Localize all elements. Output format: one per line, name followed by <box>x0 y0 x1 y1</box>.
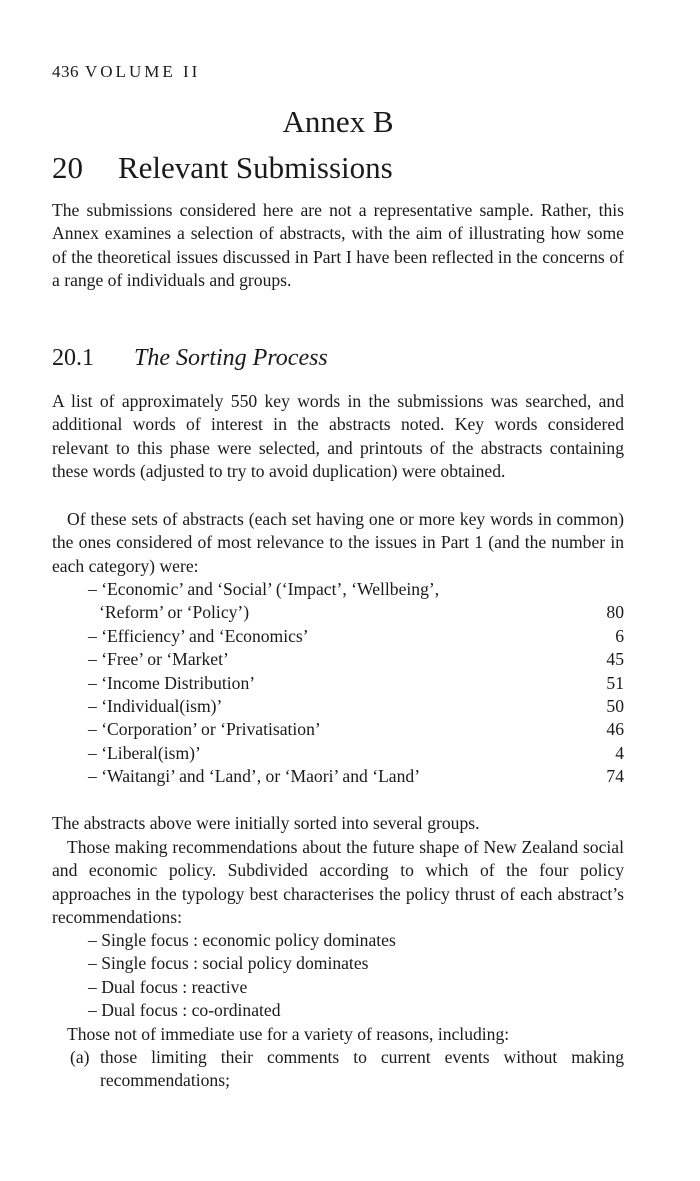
keyword-list-item <box>88 765 624 788</box>
keyword-list <box>88 578 624 789</box>
keyword-item-label: – ‘Free’ or ‘Market’ <box>88 649 229 670</box>
focus-list-item: – Single focus : economic policy dominates <box>88 930 396 950</box>
chapter-title-text: Relevant Submissions <box>118 150 393 185</box>
section-title-text: The Sorting Process <box>134 345 328 371</box>
section-title <box>52 345 328 372</box>
keyword-item-label: – ‘Income Distribution’ <box>88 672 256 693</box>
page-number: 436 <box>52 62 79 81</box>
keyword-list-item <box>88 672 624 695</box>
focus-list-item: – Dual focus : co-ordinated <box>88 1000 281 1021</box>
reason-marker: (a) <box>70 1047 90 1067</box>
keyword-list-item <box>88 718 624 741</box>
paragraph-2: Of these sets of abstracts (each set having one or more key words in common) the ones considered of most relevance to the issues in Part 1 (and the number in each category) were: <box>52 509 624 576</box>
keyword-item-count: 80 <box>606 602 624 623</box>
chapter-number: 20 <box>52 150 83 185</box>
keyword-list-item <box>88 695 624 718</box>
keyword-item-label: – ‘Individual(ism)’ <box>88 695 223 716</box>
keyword-item-count: 51 <box>606 672 624 693</box>
keyword-item-count: 45 <box>606 649 624 670</box>
keyword-item-count: 74 <box>606 766 624 787</box>
keyword-list-item <box>88 648 624 671</box>
reason-list-item <box>70 1046 624 1093</box>
reason-text: those limiting their comments to current events without making recommendations; <box>100 1047 624 1091</box>
keyword-item-label-continued: ‘Reform’ or ‘Policy’) <box>99 602 250 623</box>
keyword-list-item-1-line-2 <box>88 601 624 624</box>
focus-list <box>88 929 624 1023</box>
section-number: 20.1 <box>52 345 94 371</box>
keyword-list-item <box>88 625 624 648</box>
keyword-item-count: 6 <box>615 625 624 646</box>
focus-list-item: – Dual focus : reactive <box>88 976 248 997</box>
running-head <box>52 62 200 82</box>
paragraph-1: A list of approximately 550 key words in the submissions was searched, and additional words of interest in the abstracts noted. Key words considered relevant to this phase were selected, and printouts of the abstracts containing these words (adjusted to try to avoid duplication) were obtained. <box>52 391 624 482</box>
paragraph-3: The abstracts above were initially sorted into several groups. <box>52 813 480 833</box>
volume-label: VOLUME II <box>85 62 201 81</box>
keyword-item-label: – ‘Efficiency’ and ‘Economics’ <box>88 625 309 646</box>
paragraph-5: Those not of immediate use for a variety of reasons, including: <box>67 1024 510 1044</box>
keyword-item-label: – ‘Waitangi’ and ‘Land’, or ‘Maori’ and ‘Land’ <box>88 766 421 787</box>
annex-title: Annex B <box>282 104 394 139</box>
keyword-item-count: 4 <box>615 742 624 763</box>
paragraph-4: Those making recommendations about the future shape of New Zealand social and economic policy. Subdivided according to which of the four policy approaches in the typology best characterises the policy thrust of each abstract’s recommendations: <box>52 837 624 928</box>
keyword-list-item-1-line-1 <box>88 578 624 601</box>
keyword-item-count: 46 <box>606 719 624 740</box>
chapter-title <box>52 150 393 186</box>
keyword-item-label: – ‘Corporation’ or ‘Privatisation’ <box>88 719 321 740</box>
intro-paragraph: The submissions considered here are not a representative sample. Rather, this Annex examines a selection of abstracts, with the aim of illustrating how some of the theoretical issues discussed in Part I have been reflected in the concerns of a range of individuals and groups. <box>52 200 624 291</box>
keyword-item-count: 50 <box>606 695 624 716</box>
keyword-list-item <box>88 742 624 765</box>
focus-list-item: – Single focus : social policy dominates <box>88 953 369 974</box>
keyword-item-label: – ‘Economic’ and ‘Social’ (‘Impact’, ‘Wellbeing’, <box>88 579 440 599</box>
keyword-item-label: – ‘Liberal(ism)’ <box>88 742 201 763</box>
